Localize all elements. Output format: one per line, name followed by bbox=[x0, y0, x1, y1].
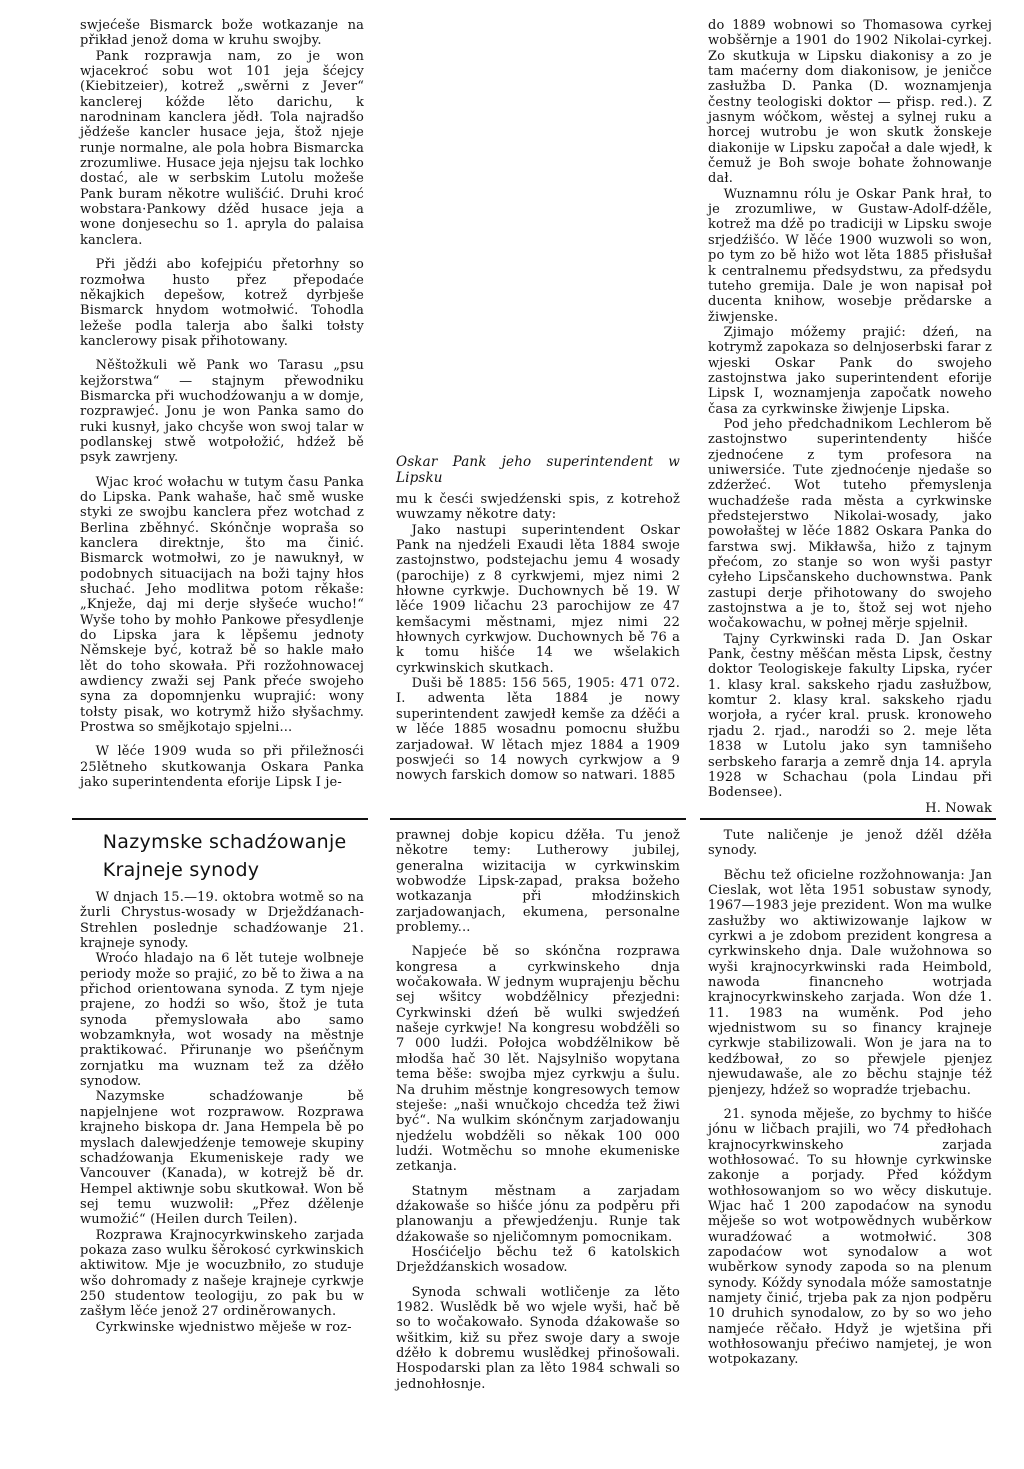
paragraph: prawnej dobje kopicu dźěła. Tu jenož někotre temy: Lutherowy jubilej, generalna wizitacija w cyrkwinskim wobwodźe Lipsk-zapad, praksa božeho wotkazanja při młodźinskich zarjadowanjach, ekumena, personalne problemy... bbox=[396, 828, 680, 936]
paragraph: Statnym městnam a zarjadam dźakowaše so hišće jónu za podpěru při planowanju a přewjedźenju. Runje tak dźakowaše so njeličomnym pomocnikam. bbox=[396, 1183, 680, 1245]
paragraph: Wroćo hladajo na 6 lět tuteje wolbneje periody može so prajić, zo bě to žiwa a na přichod orientowana synoda. Z tym njeje prajene, zo hodźi so wšo, štož je tuta synoda přemyslowała abo samo wobzamknyła, wot wosady na městnje praktikować. Přirunanje wo pšeńčnym zornjatku ma wuznam tež za dźěło synodow. bbox=[80, 951, 364, 1090]
paragraph: Tute naličenje je jenož dźěl dźěła synody. bbox=[708, 828, 992, 859]
upper-column-1 bbox=[80, 18, 364, 791]
paragraph: 21. synoda měješe, zo bychmy to hišće jónu w ličbach prajili, wo 74 předłohach krajnocyrkwinskeho zarjada wothłosować. To su hłownje cyrkwinske zakonje a porjady. Před kóždym wothłosowanjom so wo wěcy diskutuje. Wjac hač 1 200 zapodaćow na synodu měješe so wot wotpowědnych wuběrkow wuradźować a wotmołwić. 308 zapodaćow wot synodalow a wot wuběrkow synody zapoda so na plenum synody. Kóždy synodala móže samostatnje namjety činić, trjeba pak za njon podpěru 10 druhich synodalow, zo by so wo jeho namjeće rěčało. Hdyž je wjetšina při wothłosowanju přećiwo namjetej, je won wotpokazany. bbox=[708, 1106, 992, 1368]
paragraph: Wjac kroć wołachu w tutym času Panka do Lipska. Pank wahaše, hač smě wuske styki ze swojbu kanclera přez wotchad z Berlina zběhnyć. Skónčnje wopraša so kanclera direktnje, što ma činić. Bismarck wotmołwi, zo je nawuknył, w podobnych situacijach na boži tajny hłos słuchać. Jeho modlitwa potom rěkaše: „Knježe, daj mi derje słyšeće wucho!“ Wyše toho by mohło Pankowe přesydlenje do Lipska jara k lěpšemu jednoty Němskeje być, kotraž bě so hakle mało lět do toho skowała. Při rozžohnowacej awdiency zwaži sej Pank přeće swojeho syna za dopomnjenku wuprajić: wony tołsty pisak, wo kotrymž hižo słyšachmy. Prostwa so smějkotajo spjelni... bbox=[80, 474, 364, 736]
lower-column-3 bbox=[708, 828, 992, 1368]
section-divider-right bbox=[700, 818, 996, 820]
paragraph: Napjeće bě so skónčna rozprawa kongresa a cyrkwinskeho dnja wočakowała. W jednym wuprajenju běchu sej wšitcy wobdźělnicy přezjedni: Cyrkwinski dźeń bě wulki swjedźeń našeje cyrkwje! Na kongresu wobdźěli so 7 000 ludźi. Połojca wobdźělnikow bě młodša hač 30 lět. Najsylnišo wopytana tema běše: swojba mjez cyrkwju a šulu. Na druhim městnje kongresowych temow steješe: „naši wnučkojo chcedźa tež žiwi być“. Na wulkim skónčnym zarjadowanju njedźelu wobdźěli so někak 100 000 ludźi. Wotměchu so mnohe ekumeniske zetkanja. bbox=[396, 944, 680, 1175]
upper-column-2 bbox=[396, 454, 680, 784]
paragraph: Tajny Cyrkwinski rada D. Jan Oskar Pank, čestny měšćan města Lipsk, čestny doktor Teologiskeje fakulty Lipska, ryćer 1. klasy kral. sakskeho rjadu zasłužbow, komtur 2. klasy kral. sakskeho rjadu worjoła, a ryćer kral. prusk. kronoweho rjadu 2. rjad., narodźi so 2. meje lěta 1838 w Lutolu jako syn tamnišeho serbskeho fararja a zemrě dnja 14. apryla 1928 w Schachau (pola Lindau při Bodensee). bbox=[708, 631, 992, 801]
paragraph: W lěće 1909 wuda so při přiležnosći 25lětneho skutkowanja Oskara Panka jako superintendenta eforije Lipsk I je- bbox=[80, 744, 364, 791]
article-title-line-2: Krajneje synody bbox=[102, 859, 260, 881]
paragraph: Wuznamnu rólu je Oskar Pank hrał, to je zrozumliwe, w Gustaw-Adolf-dźěle, kotrež ma dźě po tradiciji w Lipsku swoje srjedźišćo. W lěće 1900 wuzwoli so won, po tym zo bě hižo wot lěta 1885 přisłušał k centralnemu předsydstwu, za předsydu tuteho gremija. Dale je won napisał poł ducenta knihow, wosebje prědarske a žiwjenske. bbox=[708, 186, 992, 325]
paragraph: Pank rozprawja nam, zo je won wjacekroć sobu wot 101 jeja šćejcy (Kiebitzeier), kotrež „swěrni z Jever“ kanclerej kóžde lěto darichu, k narodninam kanclera jědł. Tola najradšo jědźeše kancler husace jeja, štož njeje runje normalne, ale pola hobra Bismarcka zrozumliwe. Husace jeja njejsu tak lochko dostać, ale w serbskim Lutolu možeše Pank buram někotre wulišćić. Druhi kroć wobstara·Pankowy dźěd husace jeja a wone donjesechu so 1. apryla do palaisa kanclera. bbox=[80, 48, 364, 248]
paragraph: Hosćićeljo běchu tež 6 katolskich Drježdźanskich wosadow. bbox=[396, 1244, 680, 1276]
paragraph: W dnjach 15.—19. oktobra wotmě so na žurli Chrystus-wosady w Drježdźanach-Strehlen poslednje schadźowanje 21. krajneje synody. bbox=[80, 890, 364, 952]
paragraph: Rozprawa Krajnocyrkwinskeho zarjada pokaza zaso wulku šěrokosć cyrkwinskich aktiwitow. Mje je wocuzbniło, zo studuje wšo dohromady z našeje krajneje cyrkwje 250 studentow teologiju, zo pak bu w zašłym lěće jenož 27 ordiněrowanych. bbox=[80, 1227, 364, 1320]
paragraph: Běchu tež oficielne rozžohnowanja: Jan Cieslak, wot lěta 1951 sobustaw synody, 1967—1983 jeje prezident. Won ma wulke zasłužby wo aktiwizowanje lajkow w cyrkwi a je zdobom prezident kongresa a cyrkwinskeho dnja. Dale wužohnowa so wyši krajnocyrkwinski rada Heimbold, nawoda financneho wotrjada krajnocyrkwinskeho zarjada. Won dźe 1. 11. 1983 na wuměnk. Pod jeho wjednistwom su so financy krajneje cyrkwje stabilizowali. Won je jara na to kedźbował, zo so přewjele pjenjez njewudawaše, ale zo běchu stajnje též pjenjezy, hdźež so wopradźe trjebachu. bbox=[708, 867, 992, 1098]
article-title-line-1: Nazymske schadźowanje bbox=[102, 831, 347, 853]
paragraph: mu k česći swjedźenski spis, z kotrehož wuwzamy někotre daty: bbox=[396, 492, 680, 523]
paragraph: Nazymske schadźowanje bě napjelnjene wot rozprawow. Rozprawa krajneho biskopa dr. Jana Hempela bě po myslach dalewjedźenje temoweje skupiny schadźowanja Ekumeniskeje rady we Vancouver (Kanada), w kotrejž bě dr. Hempel aktiwnje sobu skutkował. Won bě sej temu wuzwolił: „Přez dźělenje wumožić“ (Heilen durch Teilen). bbox=[80, 1089, 364, 1228]
paragraph: swjećeše Bismarck bože wotkazanje na přikład jenož doma w kruhu swojby. bbox=[80, 18, 364, 49]
paragraph: Duši bě 1885: 156 565, 1905: 471 072. I. adwenta lěta 1884 je nowy superintendent zawjedł kemše za dźěći a w lěće 1885 wosadnu pomocnu słužbu zarjadował. W lětach mjez 1884 a 1909 poswjeći so 14 nowych cyrkwjow a 9 nowych farskich domow so natwari. 1885 bbox=[396, 676, 680, 784]
paragraph: Pod jeho předchadnikom Lechlerom bě zastojnstwo superintendenty hišće zjednoćene z tym profesora na uniwersiće. Tute zjednoćenje njedaše so zdźeržeć. Wot tuteho přemyslenja wuchadźeše rada města a cyrkwinske předstejerstwo Nikolai-wosady, jako powołaštej w lěće 1882 Oskara Panka do farstwa swj. Mikławša, hižo z tajnym přećom, zo stanje so won wyši pastyr cyłeho Lipsčanskeho duchownstwa. Pank zastupi derje přihotowany do swojeho zastojnstwa a je to, štož sej wot njeho wočakowachu, w połnej měrje spjelnił. bbox=[708, 416, 992, 632]
paragraph: Při jědźi abo kofejpiću přetorhny so rozmołwa husto přez přepodaće někajkich depešow, kotrež dyrbješe Bismarck hnydom wotmołwić. Tohodla ležeše podla talerja abo šalki tołsty kanclerowy pisak přihotowany. bbox=[80, 257, 364, 349]
paragraph: Synoda schwali wotličenje za lěto 1982. Wuslědk bě wo wjele wyši, hač bě so to wočakowało. Synoda dźakowaše so wšitkim, kiž su přez swoje dary a swoje dźěło k dobremu wuslědkej přinošowali. Hospodarski plan za lěto 1984 schwali so jednohłosnje. bbox=[396, 1284, 680, 1392]
paragraph: do 1889 wobnowi so Thomasowa cyrkej wobšěrnje a 1901 do 1902 Nikolai-cyrkej. Zo skutkuja w Lipsku diakonisy a zo je tam maćerny dom diakonisow, je jeničce zasłužba D. Panka (D. woznamjenja čestny teologiski doktor — přisp. red.). Z jasnym wóčkom, wěstej a sylnej ruku a horcej wutrobu je won skutk žonskeje diakonije w Lipsku započał a dale wjedł, k čemuž je Boh swoje bohate žohnowanje dał. bbox=[708, 18, 992, 187]
paragraph: Něštožkuli wě Pank wo Tarasu „psu kejžorstwa“ — stajnym přewodniku Bismarcka při wuchodźowanju a w domje, rozprawjeć. Jonu je won Panka samo do ruki kusnył, jako chcyše won swoj talar w podlanskej stwě wotpołožić, hdźež bě psyk zawrjeny. bbox=[80, 358, 364, 466]
section-divider-middle bbox=[390, 818, 686, 820]
photo-caption: Oskar Pank jeho superintendent w Lipsku bbox=[396, 454, 680, 486]
lower-column-1 bbox=[80, 828, 364, 1335]
paragraph: Cyrkwinske wjednistwo měješe w roz- bbox=[95, 1319, 352, 1335]
upper-column-3 bbox=[708, 18, 992, 816]
author-signature: H. Nowak bbox=[925, 800, 992, 816]
paragraph: Zjimajo móžemy prajić: dźeń, na kotrymž zapokaza so delnjoserbski farar z wjeski Oskar Pank do swojeho zastojnstwa jako superintendent eforije Lipsk I, woznamjenja započatk noweho časa za cyrkwinske žiwjenje Lipska. bbox=[708, 324, 992, 417]
section-divider-left bbox=[72, 818, 368, 820]
lower-column-2 bbox=[396, 828, 680, 1392]
paragraph: Jako nastupi superintendent Oskar Pank na njedźeli Exaudi lěta 1884 swoje zastojnstwo, podstejachu jemu 4 wosady (parochije) z 8 cyrkwjemi, mjez nimi 2 hłowne cyrkwje. Duchownych bě 19. W lěće 1909 ličachu 23 parochijow ze 47 kemšacymi městnami, mjez nimi 22 hłownych cyrkwjow. Duchownych bě 76 a k tomu hišće 14 we wšelakich cyrkwinskich skutkach. bbox=[396, 522, 680, 676]
